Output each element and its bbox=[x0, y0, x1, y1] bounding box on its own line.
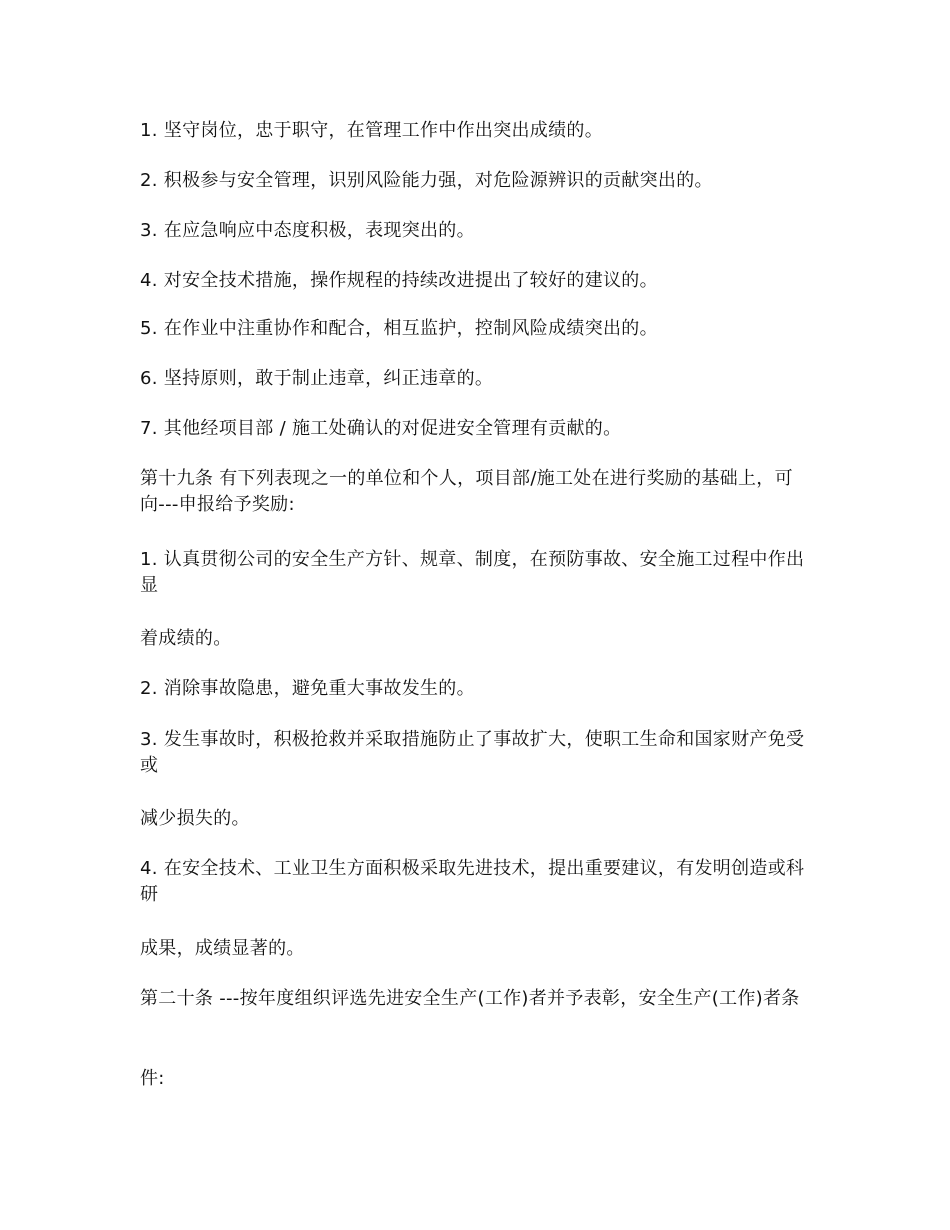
paragraph-item-3: 3. 在应急响应中态度积极，表现突出的。 bbox=[140, 220, 475, 241]
paragraph-item-1: 1. 坚守岗位，忠于职守，在管理工作中作出突出成绩的。 bbox=[140, 120, 603, 141]
paragraph-item-5: 5. 在作业中注重协作和配合，相互监护，控制风险成绩突出的。 bbox=[140, 318, 658, 339]
paragraph-item-4: 4. 对安全技术措施，操作规程的持续改进提出了较好的建议的。 bbox=[140, 270, 658, 291]
paragraph-item-2: 2. 积极参与安全管理，识别风险能力强，对危险源辨识的贡献突出的。 bbox=[140, 170, 713, 191]
article-19-item-4: 4. 在安全技术、工业卫生方面积极采取先进技术，提出重要建议，有发明创造或科研 bbox=[140, 858, 805, 905]
article-20-heading: 第二十条 ---按年度组织评选先进安全生产(工作)者并予表彰，安全生产(工作)者条 bbox=[140, 988, 800, 1009]
article-19-item-1-cont: 着成绩的。 bbox=[140, 628, 232, 649]
paragraph-item-7: 7. 其他经项目部 / 施工处确认的对促进安全管理有贡献的。 bbox=[140, 418, 622, 439]
article-19-item-4-cont: 成果，成绩显著的。 bbox=[140, 938, 305, 959]
article-19-item-3-cont: 减少损失的。 bbox=[140, 808, 250, 829]
article-20-heading-cont: 件: bbox=[140, 1068, 165, 1089]
article-19-heading: 第十九条 有下列表现之一的单位和个人，项目部/施工处在进行奖励的基础上，可向---申报给予奖励: bbox=[140, 468, 793, 515]
paragraph-item-6: 6. 坚持原则，敢于制止违章，纠正违章的。 bbox=[140, 368, 494, 389]
article-19-item-3: 3. 发生事故时，积极抢救并采取措施防止了事故扩大，使职工生命和国家财产免受或 bbox=[140, 729, 805, 776]
article-19-item-1: 1. 认真贯彻公司的安全生产方针、规章、制度，在预防事故、安全施工过程中作出显 bbox=[140, 549, 805, 596]
article-19-item-2: 2. 消除事故隐患，避免重大事故发生的。 bbox=[140, 678, 475, 699]
